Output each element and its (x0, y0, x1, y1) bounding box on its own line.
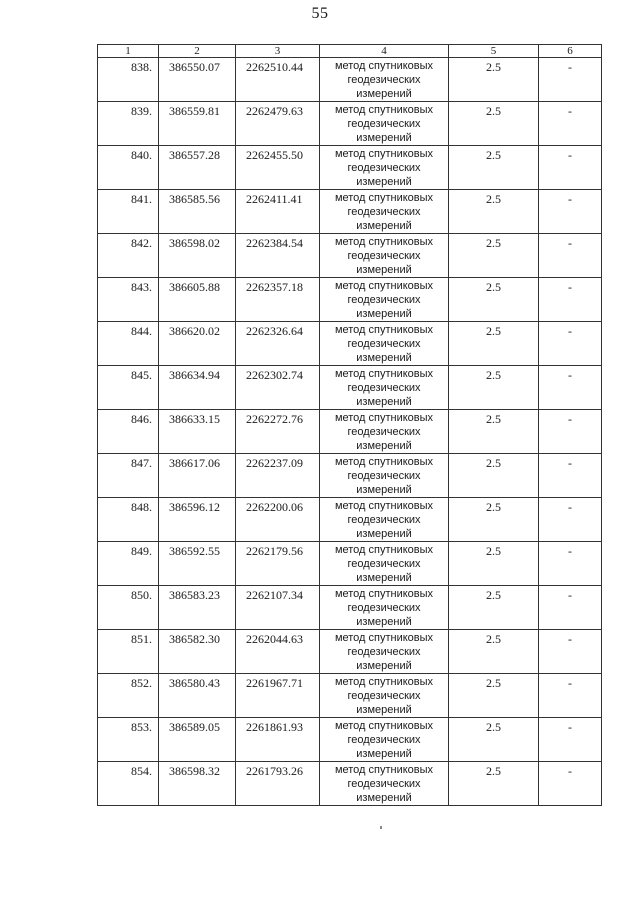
x-coordinate-cell: 386582.30 (159, 630, 236, 674)
y-coordinate-cell: 2261861.93 (236, 718, 320, 762)
note-cell: - (539, 146, 602, 190)
header-row (98, 45, 602, 58)
accuracy-cell: 2.5 (449, 102, 539, 146)
point-number-cell: 843. (98, 278, 159, 322)
y-coordinate-cell: 2262107.34 (236, 586, 320, 630)
x-coordinate-cell: 386557.28 (159, 146, 236, 190)
point-number-cell: 853. (98, 718, 159, 762)
x-coordinate-cell: 386585.56 (159, 190, 236, 234)
x-coordinate-cell: 386634.94 (159, 366, 236, 410)
x-coordinate-cell: 386617.06 (159, 454, 236, 498)
table-row (98, 542, 602, 586)
note-cell: - (539, 58, 602, 102)
y-coordinate-cell: 2262357.18 (236, 278, 320, 322)
point-number-cell: 848. (98, 498, 159, 542)
y-coordinate-cell: 2261967.71 (236, 674, 320, 718)
y-coordinate-cell: 2262302.74 (236, 366, 320, 410)
x-coordinate-cell: 386605.88 (159, 278, 236, 322)
x-coordinate-cell: 386589.05 (159, 718, 236, 762)
method-cell: метод спутниковых геодезических измерений (320, 190, 449, 234)
y-coordinate-cell: 2261793.26 (236, 762, 320, 806)
accuracy-cell: 2.5 (449, 454, 539, 498)
accuracy-cell: 2.5 (449, 586, 539, 630)
method-cell: метод спутниковых геодезических измерений (320, 762, 449, 806)
header-cell-6: 6 (539, 45, 602, 58)
point-number-cell: 852. (98, 674, 159, 718)
note-cell: - (539, 762, 602, 806)
accuracy-cell: 2.5 (449, 410, 539, 454)
table-row (98, 718, 602, 762)
method-cell: метод спутниковых геодезических измерений (320, 630, 449, 674)
table-row (98, 498, 602, 542)
y-coordinate-cell: 2262455.50 (236, 146, 320, 190)
note-cell: - (539, 102, 602, 146)
note-cell: - (539, 322, 602, 366)
table-row (98, 102, 602, 146)
x-coordinate-cell: 386598.02 (159, 234, 236, 278)
table-row (98, 190, 602, 234)
method-cell: метод спутниковых геодезических измерений (320, 234, 449, 278)
note-cell: - (539, 718, 602, 762)
y-coordinate-cell: 2262326.64 (236, 322, 320, 366)
note-cell: - (539, 630, 602, 674)
method-cell: метод спутниковых геодезических измерений (320, 278, 449, 322)
accuracy-cell: 2.5 (449, 322, 539, 366)
note-cell: - (539, 366, 602, 410)
point-number-cell: 840. (98, 146, 159, 190)
table-row (98, 586, 602, 630)
x-coordinate-cell: 386620.02 (159, 322, 236, 366)
point-number-cell: 847. (98, 454, 159, 498)
page-number: 55 (311, 5, 329, 22)
coordinates-table (97, 44, 602, 806)
header-cell-4: 4 (320, 45, 449, 58)
note-cell: - (539, 454, 602, 498)
note-cell: - (539, 674, 602, 718)
method-cell: метод спутниковых геодезических измерений (320, 586, 449, 630)
y-coordinate-cell: 2262200.06 (236, 498, 320, 542)
header-cell-5: 5 (449, 45, 539, 58)
x-coordinate-cell: 386580.43 (159, 674, 236, 718)
note-cell: - (539, 190, 602, 234)
y-coordinate-cell: 2262411.41 (236, 190, 320, 234)
y-coordinate-cell: 2262272.76 (236, 410, 320, 454)
point-number-cell: 845. (98, 366, 159, 410)
header-cell-2: 2 (159, 45, 236, 58)
accuracy-cell: 2.5 (449, 366, 539, 410)
table-row (98, 762, 602, 806)
header-cell-3: 3 (236, 45, 320, 58)
x-coordinate-cell: 386598.32 (159, 762, 236, 806)
y-coordinate-cell: 2262510.44 (236, 58, 320, 102)
y-coordinate-cell: 2262237.09 (236, 454, 320, 498)
method-cell: метод спутниковых геодезических измерений (320, 58, 449, 102)
y-coordinate-cell: 2262179.56 (236, 542, 320, 586)
accuracy-cell: 2.5 (449, 718, 539, 762)
table-row (98, 58, 602, 102)
note-cell: - (539, 498, 602, 542)
point-number-cell: 854. (98, 762, 159, 806)
y-coordinate-cell: 2262384.54 (236, 234, 320, 278)
method-cell: метод спутниковых геодезических измерений (320, 410, 449, 454)
accuracy-cell: 2.5 (449, 190, 539, 234)
method-cell: метод спутниковых геодезических измерений (320, 498, 449, 542)
note-cell: - (539, 586, 602, 630)
accuracy-cell: 2.5 (449, 146, 539, 190)
x-coordinate-cell: 386633.15 (159, 410, 236, 454)
x-coordinate-cell: 386596.12 (159, 498, 236, 542)
scan-mark (380, 826, 382, 829)
accuracy-cell: 2.5 (449, 762, 539, 806)
y-coordinate-cell: 2262479.63 (236, 102, 320, 146)
table-row (98, 278, 602, 322)
point-number-cell: 842. (98, 234, 159, 278)
table-row (98, 366, 602, 410)
x-coordinate-cell: 386583.23 (159, 586, 236, 630)
point-number-cell: 851. (98, 630, 159, 674)
table-row (98, 674, 602, 718)
accuracy-cell: 2.5 (449, 542, 539, 586)
note-cell: - (539, 410, 602, 454)
x-coordinate-cell: 386559.81 (159, 102, 236, 146)
point-number-cell: 850. (98, 586, 159, 630)
note-cell: - (539, 234, 602, 278)
note-cell: - (539, 278, 602, 322)
point-number-cell: 839. (98, 102, 159, 146)
point-number-cell: 838. (98, 58, 159, 102)
point-number-cell: 846. (98, 410, 159, 454)
table-row (98, 234, 602, 278)
method-cell: метод спутниковых геодезических измерений (320, 322, 449, 366)
accuracy-cell: 2.5 (449, 58, 539, 102)
method-cell: метод спутниковых геодезических измерений (320, 542, 449, 586)
x-coordinate-cell: 386550.07 (159, 58, 236, 102)
x-coordinate-cell: 386592.55 (159, 542, 236, 586)
point-number-cell: 849. (98, 542, 159, 586)
table-row (98, 322, 602, 366)
method-cell: метод спутниковых геодезических измерений (320, 366, 449, 410)
point-number-cell: 841. (98, 190, 159, 234)
accuracy-cell: 2.5 (449, 234, 539, 278)
method-cell: метод спутниковых геодезических измерений (320, 718, 449, 762)
accuracy-cell: 2.5 (449, 498, 539, 542)
table-row (98, 630, 602, 674)
table-row (98, 410, 602, 454)
method-cell: метод спутниковых геодезических измерений (320, 102, 449, 146)
point-number-cell: 844. (98, 322, 159, 366)
table-row (98, 454, 602, 498)
method-cell: метод спутниковых геодезических измерений (320, 146, 449, 190)
accuracy-cell: 2.5 (449, 278, 539, 322)
note-cell: - (539, 542, 602, 586)
method-cell: метод спутниковых геодезических измерений (320, 674, 449, 718)
accuracy-cell: 2.5 (449, 630, 539, 674)
header-cell-1: 1 (98, 45, 159, 58)
table-row (98, 146, 602, 190)
accuracy-cell: 2.5 (449, 674, 539, 718)
method-cell: метод спутниковых геодезических измерений (320, 454, 449, 498)
y-coordinate-cell: 2262044.63 (236, 630, 320, 674)
